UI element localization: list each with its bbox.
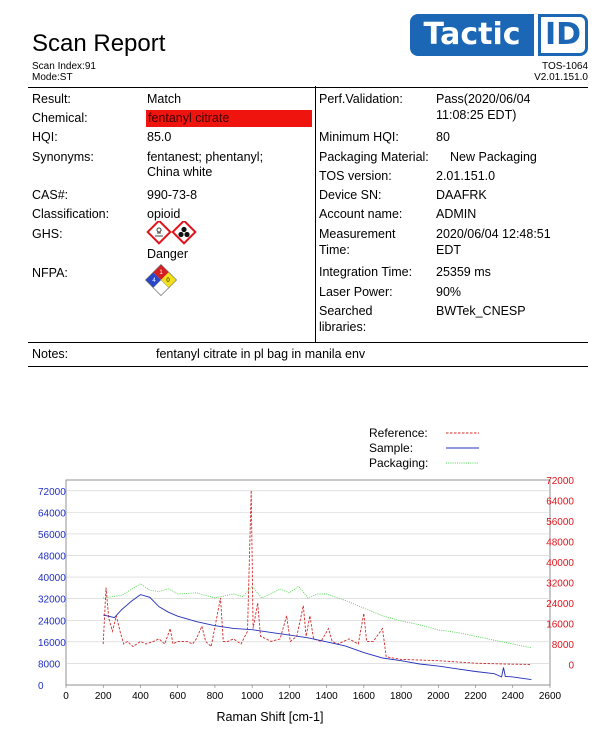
series-line-packaging (103, 584, 531, 648)
x-tick-label: 2400 (501, 691, 524, 702)
packaging-value: New Packaging (450, 150, 537, 164)
x-tick-label: 1400 (315, 691, 338, 702)
plot-series (103, 490, 531, 679)
right-tick-label: 40000 (546, 558, 574, 569)
searched-libraries-label-line-2: libraries: (319, 320, 367, 334)
left-tick-label: 56000 (38, 529, 66, 541)
x-tick-label: 1600 (352, 691, 375, 702)
account-value: ADMIN (436, 207, 477, 221)
left-tick-label: 16000 (38, 637, 66, 649)
integration-time-label: Integration Time: (319, 265, 413, 279)
ghs-pictograms (146, 221, 202, 247)
left-tick-label: 48000 (38, 551, 66, 563)
measurement-label-line-1: Measurement (319, 227, 396, 241)
hqi-value: 85.0 (147, 130, 172, 144)
x-tick-label: 1200 (278, 691, 301, 702)
table-top-rule (28, 87, 588, 88)
device-model: TOS-1064 (542, 61, 588, 72)
result-label: Result: (32, 92, 71, 106)
x-tick-label: 2000 (427, 691, 450, 702)
right-axis-ticks (546, 476, 574, 672)
min-hqi-value: 80 (436, 130, 450, 144)
cas-value: 990-73-8 (147, 188, 198, 202)
nfpa-health: 4 (152, 278, 156, 284)
left-tick-label: 0 (38, 681, 44, 692)
logo-wordmark: Tactic (410, 14, 534, 56)
left-tick-label: 72000 (38, 486, 66, 498)
x-tick-label: 2600 (538, 691, 562, 702)
x-tick-label: 2200 (464, 691, 487, 702)
ghs-label: GHS: (32, 227, 63, 241)
perf-validation-line-2: 11:08:25 EDT) (436, 108, 517, 122)
searched-libraries-label-line-1: Searched (319, 304, 373, 318)
right-tick-label: 24000 (546, 599, 574, 610)
searched-libraries-value: BWTek_CNESP (436, 304, 526, 318)
left-tick-label: 24000 (38, 616, 66, 628)
nfpa-flammability: 1 (159, 270, 163, 276)
account-label: Account name: (319, 207, 403, 221)
notes-value: fentanyl citrate in pl bag in manila env (156, 347, 366, 361)
nfpa-diamond-icon (142, 262, 180, 298)
right-tick-label: 64000 (546, 496, 574, 508)
tacticid-logo (410, 14, 588, 56)
x-tick-label: 600 (169, 691, 187, 702)
classification-label: Classification: (32, 207, 110, 221)
notes-bottom-rule (28, 366, 588, 367)
left-tick-label: 40000 (38, 573, 66, 585)
classification-value: opioid (147, 207, 181, 221)
x-tick-label: 0 (63, 691, 69, 702)
raman-spectrum-chart (0, 418, 606, 738)
legend-label: Sample: (369, 441, 414, 455)
scan-mode: Mode:ST (32, 72, 73, 83)
perf-validation-label: Perf.Validation: (319, 92, 403, 106)
device-sn-label: Device SN: (319, 188, 382, 202)
notes-label: Notes: (32, 347, 69, 361)
right-tick-label: 48000 (546, 537, 574, 549)
legend-label: Packaging: (369, 456, 429, 470)
logo-box-letters: ID (538, 14, 588, 56)
scan-index: Scan Index:91 (32, 61, 96, 72)
synonyms-label: Synonyms: (32, 150, 94, 164)
table-bottom-rule (28, 342, 588, 343)
x-tick-label: 800 (206, 691, 224, 702)
measurement-label-line-2: Time: (319, 243, 350, 257)
right-tick-label: 16000 (546, 619, 574, 631)
right-tick-label: 56000 (546, 517, 574, 528)
laser-power-label: Laser Power: (319, 285, 393, 299)
packaging-label: Packaging Material: (319, 150, 429, 164)
chemical-value: fentanyl citrate (146, 110, 312, 127)
right-tick-label: 32000 (546, 578, 574, 590)
left-tick-label: 64000 (38, 508, 66, 520)
chart-legend (369, 426, 479, 470)
left-tick-label: 8000 (38, 659, 61, 671)
x-tick-label: 400 (132, 691, 149, 702)
integration-time-value: 25359 ms (436, 265, 491, 279)
hqi-label: HQI: (32, 130, 58, 144)
measurement-time-line-1: 2020/06/04 12:48:51 (436, 227, 551, 241)
tos-version-label: TOS version: (319, 169, 392, 183)
ghs-signal-word: Danger (147, 247, 188, 261)
x-tick-label: 1800 (389, 691, 413, 702)
ghs-health-hazard-icon (148, 221, 171, 243)
synonyms-line-1: fentanest; phentanyl; (147, 150, 264, 164)
page-title: Scan Report (32, 30, 166, 57)
plot-frame (66, 480, 550, 685)
right-tick-label: 72000 (546, 476, 574, 487)
nfpa-label: NFPA: (32, 266, 68, 280)
right-tick-label: 0 (568, 660, 574, 672)
x-tick-label: 200 (94, 691, 112, 702)
x-axis-ticks (63, 685, 561, 702)
measurement-time-line-2: EDT (436, 243, 461, 257)
synonyms-line-2: China white (147, 165, 213, 179)
left-tick-label: 32000 (38, 594, 66, 606)
tos-version-value: 2.01.151.0 (436, 169, 496, 183)
left-axis-ticks (38, 487, 66, 692)
chemical-label: Chemical: (32, 111, 88, 125)
x-tick-label: 1000 (241, 691, 264, 702)
result-value: Match (147, 92, 182, 106)
nfpa-reactivity: 0 (166, 278, 170, 284)
right-tick-label: 8000 (551, 640, 574, 651)
perf-validation-line-1: Pass(2020/06/04 (436, 92, 531, 106)
ghs-acute-toxicity-icon (173, 221, 196, 243)
laser-power-value: 90% (436, 285, 462, 299)
min-hqi-label: Minimum HQI: (319, 130, 399, 144)
legend-label: Reference: (369, 426, 428, 440)
table-column-divider (315, 86, 316, 343)
cas-label: CAS#: (32, 188, 69, 202)
software-version: V2.01.151.0 (534, 72, 588, 83)
x-axis-label: Raman Shift [cm-1] (216, 710, 324, 724)
device-sn-value: DAAFRK (436, 188, 487, 202)
